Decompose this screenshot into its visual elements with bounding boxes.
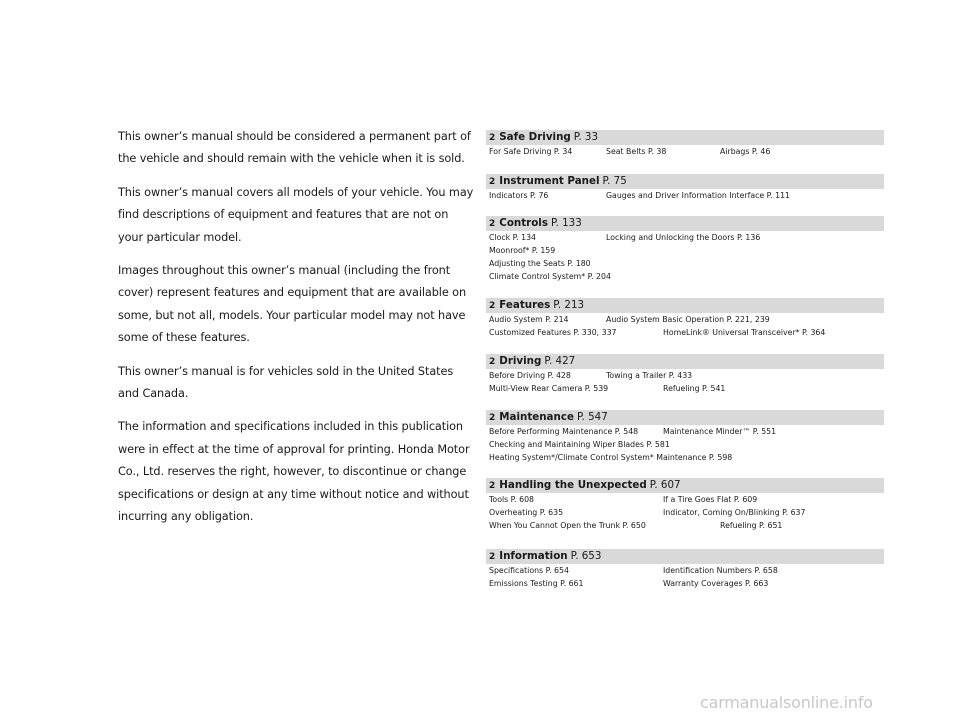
- toc-link[interactable]: Specifications P. 654: [489, 566, 569, 575]
- reference-arrow-icon: 2: [489, 177, 496, 187]
- toc-section-title: Controls: [499, 217, 548, 229]
- reference-arrow-icon: 2: [489, 133, 496, 143]
- toc-section-title: Information: [499, 550, 568, 562]
- toc-section-header[interactable]: [486, 354, 884, 369]
- toc-row: [486, 425, 884, 438]
- toc-link[interactable]: Before Driving P. 428: [489, 371, 571, 380]
- toc-row: [486, 577, 884, 590]
- toc-section-header[interactable]: [486, 298, 884, 313]
- toc-link[interactable]: Audio System P. 214: [489, 315, 569, 324]
- toc-row: [486, 506, 884, 519]
- reference-arrow-icon: 2: [489, 219, 496, 229]
- toc-section-page: P. 607: [649, 479, 681, 491]
- toc-section: [486, 298, 884, 339]
- toc-section: [486, 174, 884, 202]
- toc-link[interactable]: When You Cannot Open the Trunk P. 650: [489, 521, 646, 530]
- toc-row: [486, 244, 884, 257]
- toc-link[interactable]: Towing a Trailer P. 433: [606, 371, 693, 380]
- toc-link[interactable]: Climate Control System* P. 204: [489, 272, 611, 281]
- toc-link[interactable]: Gauges and Driver Information Interface P. 111: [606, 191, 790, 200]
- toc-link[interactable]: Indicator, Coming On/Blinking P. 637: [663, 508, 806, 517]
- toc-section-page: P. 427: [544, 355, 576, 367]
- toc-section: [486, 478, 884, 532]
- toc-link[interactable]: Refueling P. 541: [663, 384, 726, 393]
- toc-link[interactable]: Heating System*/Climate Control System* Maintenance P. 598: [489, 453, 733, 462]
- toc-section-title: Driving: [499, 355, 542, 367]
- toc-link[interactable]: Multi-View Rear Camera P. 539: [489, 384, 609, 393]
- toc-link[interactable]: Warranty Coverages P. 663: [663, 579, 769, 588]
- toc-link[interactable]: Tools P. 608: [489, 495, 535, 504]
- toc-link[interactable]: Checking and Maintaining Wiper Blades P. 581: [489, 440, 670, 449]
- toc-section-title: Maintenance: [499, 411, 574, 423]
- intro-paragraph: This owner’s manual covers all models of your vehicle. You may find descriptions of equipment and features that are not on your particular model.: [118, 185, 474, 244]
- toc-section: [486, 130, 884, 158]
- toc-section-header[interactable]: [486, 410, 884, 425]
- toc-section-header[interactable]: [486, 549, 884, 564]
- toc-section-title: Handling the Unexpected: [499, 479, 647, 491]
- toc-section: [486, 216, 884, 283]
- toc-link[interactable]: Airbags P. 46: [720, 147, 771, 156]
- toc-section-title: Safe Driving: [499, 131, 571, 143]
- toc-section-page: P. 75: [602, 175, 627, 187]
- toc-row: [486, 519, 884, 532]
- reference-arrow-icon: 2: [489, 357, 496, 367]
- toc-section-page: P. 653: [570, 550, 602, 562]
- toc-link[interactable]: Maintenance Minder™ P. 551: [663, 427, 777, 436]
- toc-section-title: Instrument Panel: [499, 175, 600, 187]
- watermark: carmanualsonline.info: [700, 693, 873, 712]
- reference-arrow-icon: 2: [489, 301, 496, 311]
- toc-section: [486, 410, 884, 464]
- toc-section-page: P. 133: [550, 217, 582, 229]
- intro-paragraph: This owner’s manual should be considered a permanent part of the vehicle and should remain with the vehicle when it is sold.: [118, 130, 471, 166]
- intro-paragraph: The information and specifications included in this publication were in effect at the time of approval for printing. Honda Motor Co., Ltd. reserves the right, however, to discontinue or change specifications or design at any time without notice and without incurring any obligation.: [118, 420, 470, 524]
- toc-row: [486, 369, 884, 382]
- toc-link[interactable]: Overheating P. 635: [489, 508, 564, 517]
- toc-row: [486, 231, 884, 244]
- toc-row: [486, 145, 884, 158]
- toc-link[interactable]: Locking and Unlocking the Doors P. 136: [606, 233, 761, 242]
- toc-row: [486, 313, 884, 326]
- toc-link[interactable]: Adjusting the Seats P. 180: [489, 259, 591, 268]
- toc-section-page: P. 547: [576, 411, 608, 423]
- intro-text: [118, 126, 476, 540]
- toc-section: [486, 354, 884, 395]
- toc-section-header[interactable]: [486, 216, 884, 231]
- toc-link[interactable]: Seat Belts P. 38: [606, 147, 667, 156]
- reference-arrow-icon: 2: [489, 413, 496, 423]
- toc-row: [486, 189, 884, 202]
- toc-link[interactable]: Emissions Testing P. 661: [489, 579, 584, 588]
- toc-link[interactable]: Moonroof* P. 159: [489, 246, 556, 255]
- toc-link[interactable]: Customized Features P. 330, 337: [489, 328, 617, 337]
- toc-link[interactable]: HomeLink® Universal Transceiver* P. 364: [663, 328, 826, 337]
- toc-section-page: P. 213: [553, 299, 585, 311]
- toc-row: [486, 564, 884, 577]
- intro-paragraph: This owner’s manual is for vehicles sold in the United States and Canada.: [118, 364, 454, 401]
- toc-section-header[interactable]: [486, 478, 884, 493]
- toc-link[interactable]: Indicators P. 76: [489, 191, 549, 200]
- toc-row: [486, 438, 884, 451]
- toc-link[interactable]: Refueling P. 651: [720, 521, 783, 530]
- reference-arrow-icon: 2: [489, 552, 496, 562]
- toc-row: [486, 326, 884, 339]
- toc-link[interactable]: If a Tire Goes Flat P. 609: [663, 495, 758, 504]
- toc-section-title: Features: [499, 299, 551, 311]
- toc-link[interactable]: Audio System Basic Operation P. 221, 239: [606, 315, 770, 324]
- toc-row: [486, 382, 884, 395]
- toc-section-header[interactable]: [486, 130, 884, 145]
- toc-link[interactable]: Before Performing Maintenance P. 548: [489, 427, 639, 436]
- intro-paragraph: Images throughout this owner’s manual (including the front cover) represent features and equipment that are available on some, but not all, models. Your particular model may not have some of these features.: [118, 264, 467, 345]
- toc-row: [486, 451, 884, 464]
- toc-link[interactable]: Clock P. 134: [489, 233, 536, 242]
- toc-link[interactable]: Identification Numbers P. 658: [663, 566, 778, 575]
- reference-arrow-icon: 2: [489, 481, 496, 491]
- toc-section-header[interactable]: [486, 174, 884, 189]
- toc-row: [486, 493, 884, 506]
- toc-section-page: P. 33: [573, 131, 599, 143]
- toc-link[interactable]: For Safe Driving P. 34: [489, 147, 573, 156]
- toc-row: [486, 257, 884, 270]
- toc-section: [486, 549, 884, 590]
- toc-row: [486, 270, 884, 283]
